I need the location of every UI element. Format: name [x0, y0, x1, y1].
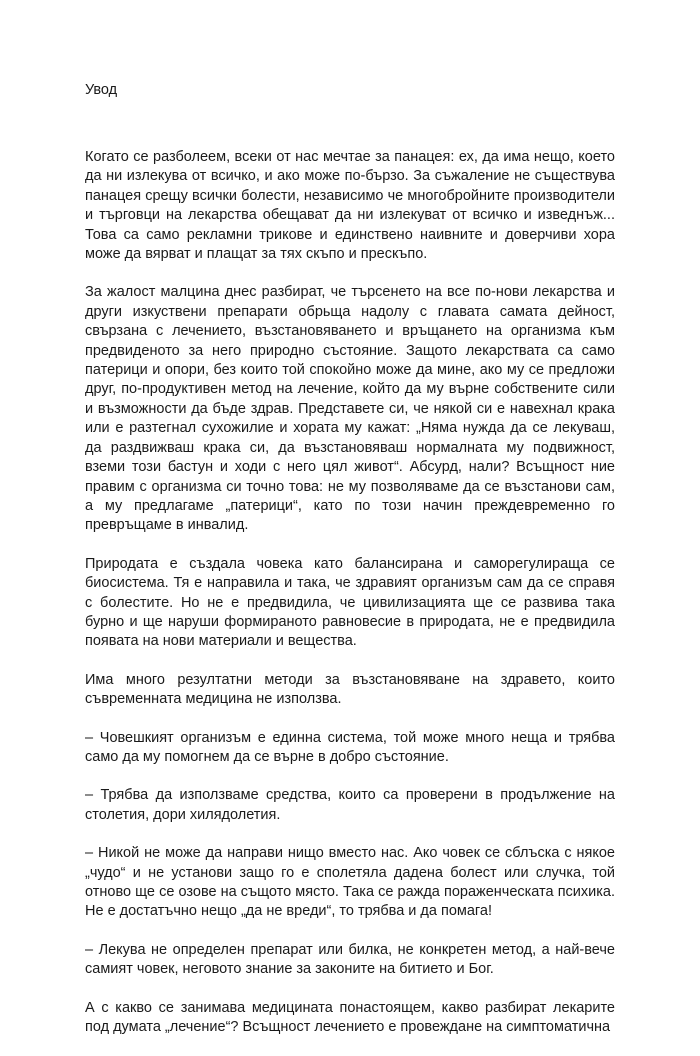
paragraph-3: Природата е създала човека като балансирана и саморегулираща се биосистема. Тя е направила и така, че здравият организъм сам да се справя с болестите. Но не е предвидила, че цивилизацията ще се развива така бурно и ще наруши формираното равновесие в природата, не е предвидила появата на нови материали и вещества.	[85, 555, 615, 650]
paragraph-6: – Трябва да използваме средства, които са проверени в продължение на столетия, дори хилядолетия.	[85, 787, 615, 823]
paragraph-7: – Никой не може да направи нищо вместо нас. Ако човек се сблъска с някое „чудо“ и не установи защо го е сполетяла дадена болест или случка, той отново ще се озове на същото място. Така се ражда пораженческата психика. Не е достатъчно нещо „да не вреди“, то трябва и да помага!	[85, 845, 615, 920]
document-heading: Увод	[85, 82, 118, 98]
document-page	[85, 80, 615, 1056]
paragraph-1: Когато се разболеем, всеки от нас мечтае за панацея: ех, да има нещо, което да ни излекува от всичко, и ако може по-бързо. За съжаление не съществува панацея срещу всички болести, независимо че многобройните производители и търговци на лекарства обещават да ни излекуват от всичко и изведнъж... Това са само рекламни трикове и единствено наивните и доверчиви хора може да вярват и плащат за тях скъпо и прескъпо.	[85, 149, 615, 263]
paragraph-9: А с какво се занимава медицината понастоящем, какво разбират лекарите под думата „лечение“? Всъщност лечението е провеждане на симптоматична	[85, 999, 615, 1036]
paragraph-2: За жалост малцина днес разбират, че търсенето на все по-нови лекарства и други изкуствени препарати обрьща надолу с главата самата дейност, свързана с лечението, възстановяването и връщането на организма към предвиденото за него природно състояние. Защото лекарствата са само патерици и опори, без които той спокойно може да мине, ако му се предложи друг, по-продуктивен метод на лечение, който да му върне собствените сили и възможности да бъде здрав. Представете си, че някой си е навехнал крака или е разтегнал сухожилие и хората му кажат: „Няма нужда да се лекуваш, да раздвижваш крака си, да възстановяваш нормалната му подвижност, вземи този бастун и ходи с него цял живот“. Абсурд, нали? Всъщност ние правим с организма си точно това: не му позволяваме да се възстанови сам, а му предлагаме „патерици“, като по този начин преждевременно го превръщаме в инвалид.	[85, 284, 615, 534]
paragraph-5: – Човешкият организъм е единна система, той може много неща и трябва само да му помогнем да се върне в добро състояние.	[85, 729, 615, 765]
paragraph-4: Има много резултатни методи за възстановяване на здравето, които съвременната медицина не използва.	[85, 671, 615, 708]
paragraph-8: – Лекува не определен препарат или билка, не конкретен метод, а най-вече самият човек, неговото знание за законите на битието и Бог.	[85, 941, 615, 978]
